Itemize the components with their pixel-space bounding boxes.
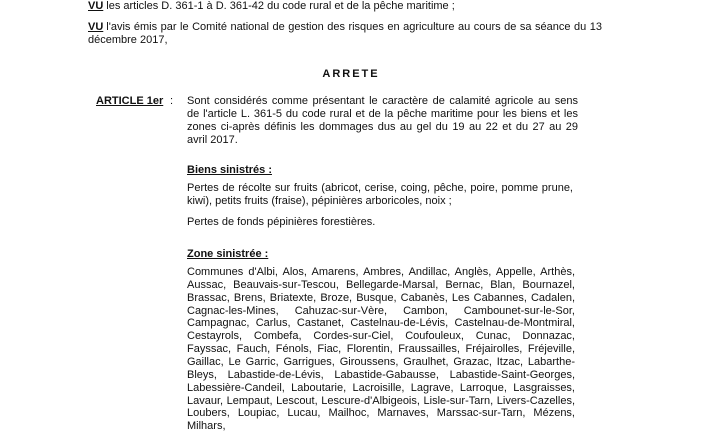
article-colon: : [170, 95, 174, 107]
vu-text: l'avis émis par le Comité national de gestion des risques en agriculture au cours de sa séance du 13 décembre 2017, [88, 21, 602, 46]
biens-paragraph: Pertes de fonds pépinières forestières. [187, 216, 376, 228]
zone-sinistree-title: Zone sinistrée : [187, 248, 269, 260]
vu-clause-1 [88, 0, 602, 13]
zone-communes-list: Communes d'Albi, Alos, Amarens, Ambres, Andillac, Anglès, Appelle, Arthès, Aussac, Beauvais-sur-Tescou, Bellegarde-Marsal, Bernac, Blan, Bournazel, Brassac, Brens, Briatexte, Broze, Busque, Cabanès, Les Cabannes, Cadalen, Cagnac-les-Mines, Cahuzac-sur-Vère, Cambon, Cambounet-sur-le-Sor, Campagnac, Carlus, Castanet, Castelnau-de-Lévis, Castelnau-de-Montmiral, Cestayrols, Combefa, Cordes-sur-Ciel, Coufouleux, Cunac, Donnazac, Fayssac, Fauch, Fénols, Fiac, Florentin, Fraussailles, Fréjairolles, Fréjeville, Gaillac, Le Garric, Garrigues, Giroussens, Graulhet, Grazac, Itzac, Labarthe-Bleys, Labastide-de-Lévis, Labastide-Gabausse, Labastide-Saint-Georges, Labessière-Candeil, Laboutarie, Lacroisille, Lagrave, Larroque, Lasgraisses, Lavaur, Lempaut, Lescout, Lescure-d'Albigeois, Lisle-sur-Tarn, Livers-Cazelles, Loubers, Loupiac, Lucau, Mailhoc, Marnaves, Marssac-sur-Tarn, Mézens, Milhars, [187, 266, 575, 432]
vu-clause-2 [88, 21, 602, 47]
article-label: ARTICLE 1er [96, 95, 164, 107]
vu-keyword: VU [88, 0, 104, 12]
article-text: Sont considérés comme présentant le caractère de calamité agricole au sens de l'article L. 361-5 du code rural et de la pêche maritime pour les biens et les zones ci-après définis les dommages dus au gel du 19 au 22 et du 27 au 29 avril 2017. [187, 95, 578, 146]
vu-text: les articles D. 361-1 à D. 361-42 du code rural et de la pêche maritime ; [106, 0, 455, 12]
biens-paragraph: Pertes de récolte sur fruits (abricot, cerise, coing, pêche, poire, pomme prune, kiwi), petits fruits (fraise), pépinières arboricoles, noix ; [187, 182, 573, 207]
biens-sinistres-title: Biens sinistrés : [187, 164, 272, 176]
vu-keyword: VU [88, 21, 104, 33]
arrete-heading: ARRETE [322, 68, 380, 80]
